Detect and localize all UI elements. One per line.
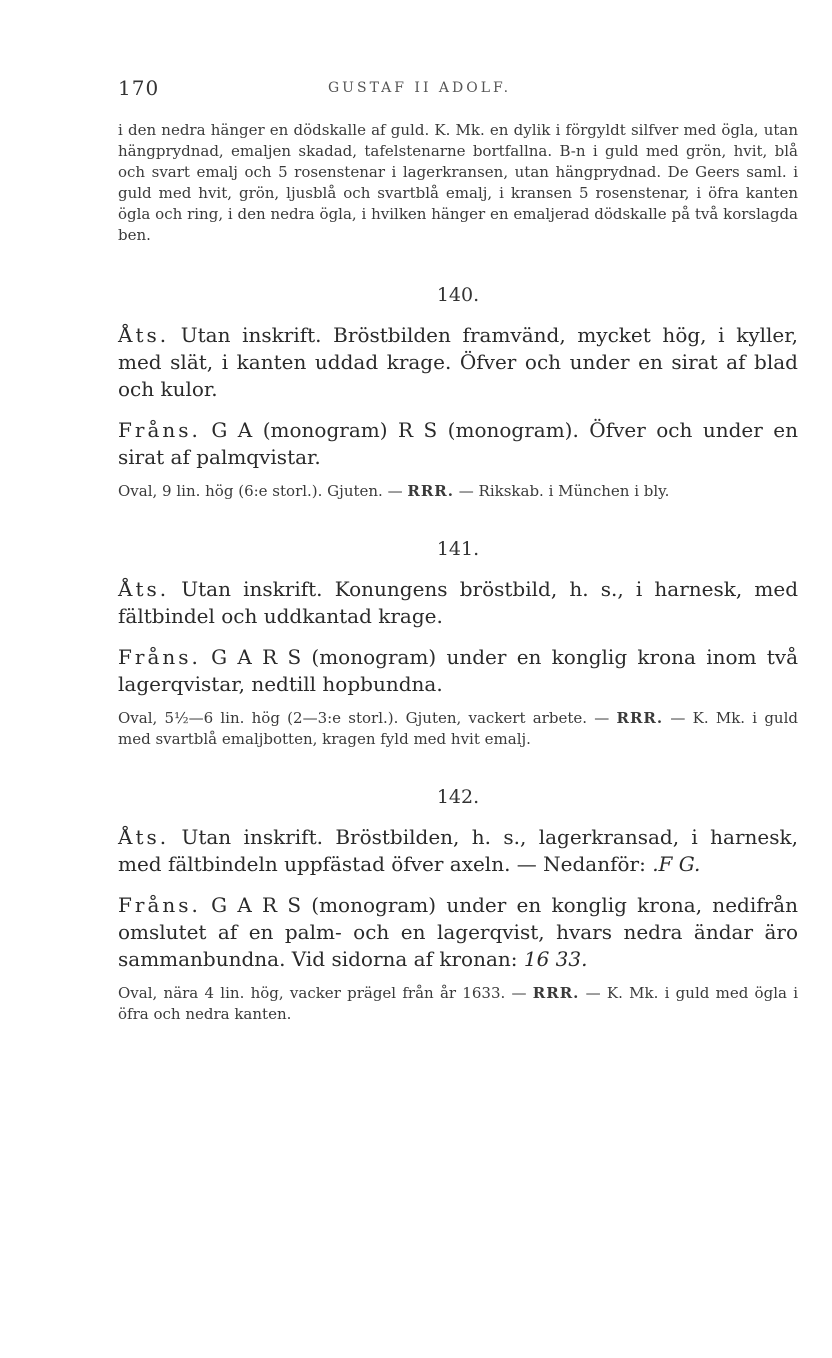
note-text: — K. Mk. i guld med svartblå emaljbotten, kragen fyld med hvit emalj. [118, 709, 798, 748]
reverse-description [118, 892, 798, 973]
running-head: GUSTAF II ADOLF. [328, 80, 512, 96]
page-header [118, 76, 798, 106]
rarity-mark: RRR. [532, 984, 580, 1002]
page-number: 170 [118, 76, 160, 100]
date-inscription: 16 33. [523, 947, 588, 971]
obverse-description [118, 824, 798, 878]
rarity-mark: RRR. [616, 709, 664, 727]
obverse-text: Utan inskrift. Konungens bröstbild, h. s., i harnesk, med fältbindel och uddkantad krage. [118, 577, 798, 628]
reverse-text: G A R S (monogram) under en konglig krona inom två lagerqvistar, nedtill hopbundna. [118, 645, 799, 696]
note-text: Oval, 5½—6 lin. hög (2—3:e storl.). Gjuten, vackert arbete. — [118, 709, 610, 727]
rarity-mark: RRR. [407, 482, 454, 500]
engraver-signature: .F G. [652, 852, 701, 876]
obverse-label: Åts. [118, 323, 170, 347]
obverse-text: Utan inskrift. Bröstbilden, h. s., lagerkransad, i harnesk, med fältbindeln uppfästad öfver axeln. — Nedanför: [118, 825, 798, 876]
reverse-label: Fråns. [118, 645, 201, 669]
obverse-label: Åts. [118, 825, 170, 849]
entry-note [118, 708, 798, 750]
entry-number: 140. [436, 284, 480, 306]
note-text: — Rikskab. i München i bly. [458, 482, 670, 500]
note-text: Oval, nära 4 lin. hög, vacker prägel från år 1633. — [118, 984, 527, 1002]
obverse-label: Åts. [118, 577, 170, 601]
intro-paragraph: i den nedra hänger en dödskalle af guld. K. Mk. en dylik i förgyldt silfver med ögla, utan hängprydnad, emaljen skadad, tafelstenarne bortfallna. B-n i guld med grön, hvit, blå och svart emalj och 5 rosenstenar i lagerkransen, utan hängprydnad. De Geers saml. i guld med hvit, grön, ljusblå och svartblå emalj, i kransen 5 rosenstenar, i öfra kanten ögla och ring, i den nedra ögla, i hvilken hänger en emaljerad dödskalle på två korslagda ben. [118, 121, 798, 244]
obverse-text: Utan inskrift. Bröstbilden framvänd, mycket hög, i kyller, med slät, i kanten uddad krage. Öfver och under en sirat af blad och kulor. [118, 323, 798, 401]
book-page [118, 76, 798, 1025]
reverse-description [118, 417, 798, 471]
note-text: — K. Mk. i guld med ögla i öfra och nedra kanten. [118, 984, 798, 1023]
entry-number: 141. [436, 538, 480, 560]
reverse-label: Fråns. [118, 418, 201, 442]
obverse-description [118, 576, 798, 630]
entry-note [118, 481, 798, 502]
entry-number: 142. [436, 786, 480, 808]
entry-note [118, 983, 798, 1025]
reverse-label: Fråns. [118, 893, 201, 917]
reverse-text: G A (monogram) R S (monogram). Öfver och under en sirat af palmqvistar. [118, 418, 799, 469]
note-text: Oval, 9 lin. hög (6:e storl.). Gjuten. — [118, 482, 403, 500]
obverse-description [118, 322, 798, 403]
reverse-text: G A R S (monogram) under en konglig krona, nedifrån omslutet af en palm- och en lagerqvist, hvars nedra ändar äro sammanbundna. Vid sidorna af kronan: [118, 893, 798, 971]
reverse-description [118, 644, 798, 698]
